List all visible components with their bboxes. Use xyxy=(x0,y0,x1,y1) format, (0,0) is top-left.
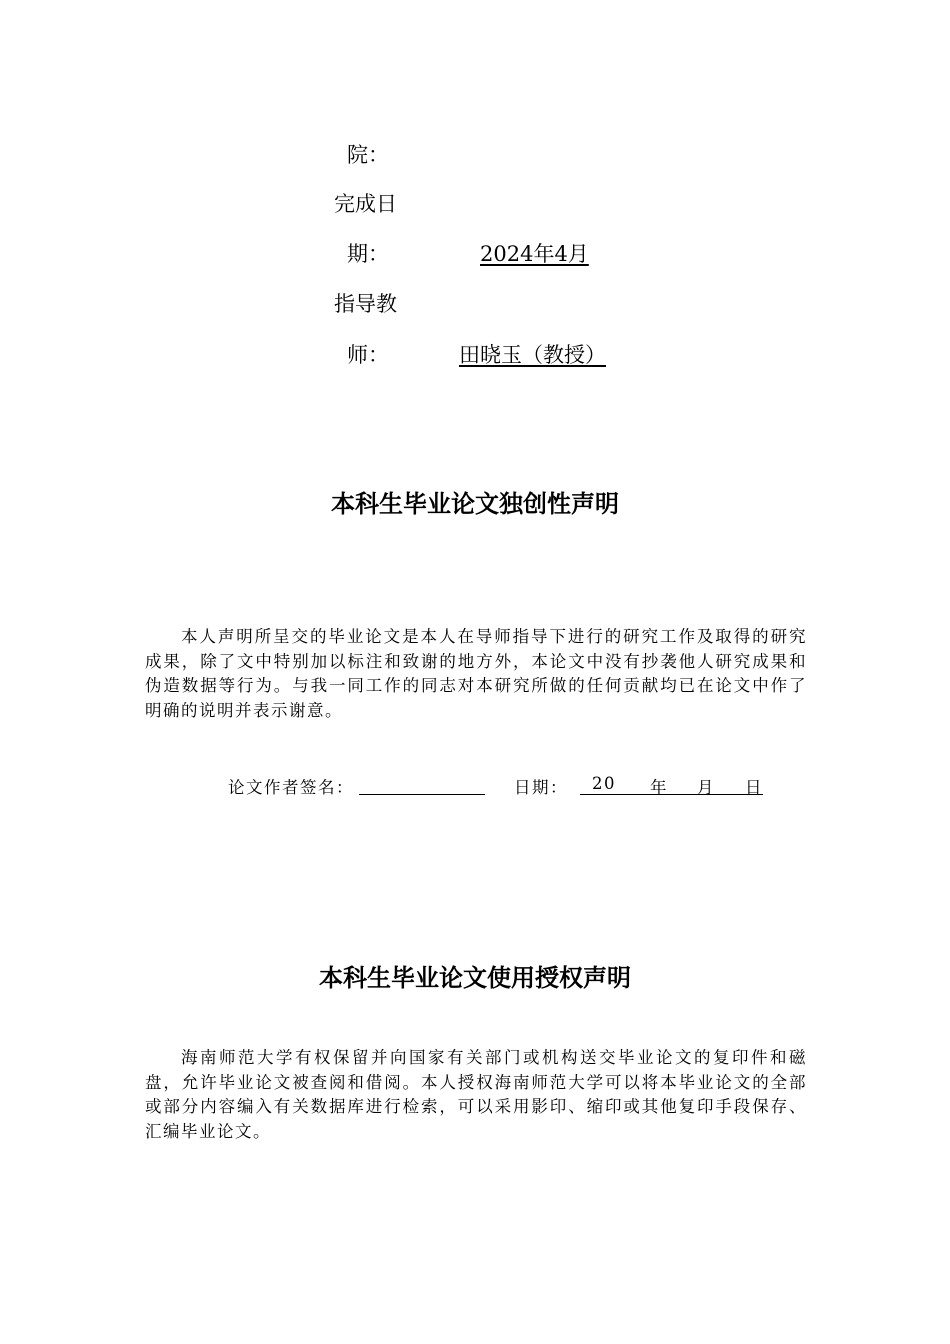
completion-date-label-line1: 完成日 xyxy=(334,192,397,216)
advisor-label-line1: 指导教 xyxy=(334,292,397,316)
signature-date-year-prefix: 20 xyxy=(592,774,616,793)
signature-date-label: 日期： xyxy=(514,778,568,797)
signature-date-month-unit: 月 xyxy=(697,778,715,797)
originality-paragraph: 本人声明所呈交的毕业论文是本人在导师指导下进行的研究工作及取得的研究成果，除了文中特别加以标注和致谢的地方外，本论文中没有抄袭他人研究成果和伪造数据等行为。与我一同工作的同志对本研究所做的任何贡献均已在论文中作了明确的说明并表示谢意。 xyxy=(145,627,807,720)
completion-date-label-line2: 期： xyxy=(347,242,389,266)
signature-date-underline[interactable] xyxy=(580,794,763,795)
advisor-value: 田晓玉（教授） xyxy=(459,343,606,367)
completion-date-value: 2024年4月 xyxy=(480,242,589,266)
signature-date-day-unit: 日 xyxy=(745,778,763,797)
authorization-paragraph: 海南师范大学有权保留并向国家有关部门或机构送交毕业论文的复印件和磁盘，允许毕业论文被查阅和借阅。本人授权海南师范大学可以将本毕业论文的全部或部分内容编入有关数据库进行检索，可以采用影印、缩印或其他复印手段保存、汇编毕业论文。 xyxy=(145,1048,807,1141)
advisor-label-line2: 师： xyxy=(347,343,389,367)
signature-date-year-unit: 年 xyxy=(650,778,668,797)
originality-title: 本科生毕业论文独创性声明 xyxy=(331,490,619,518)
signature-blank-line[interactable] xyxy=(359,794,485,795)
signature-label: 论文作者签名： xyxy=(228,778,354,797)
college-label: 院： xyxy=(347,143,389,167)
authorization-title: 本科生毕业论文使用授权声明 xyxy=(319,964,631,992)
